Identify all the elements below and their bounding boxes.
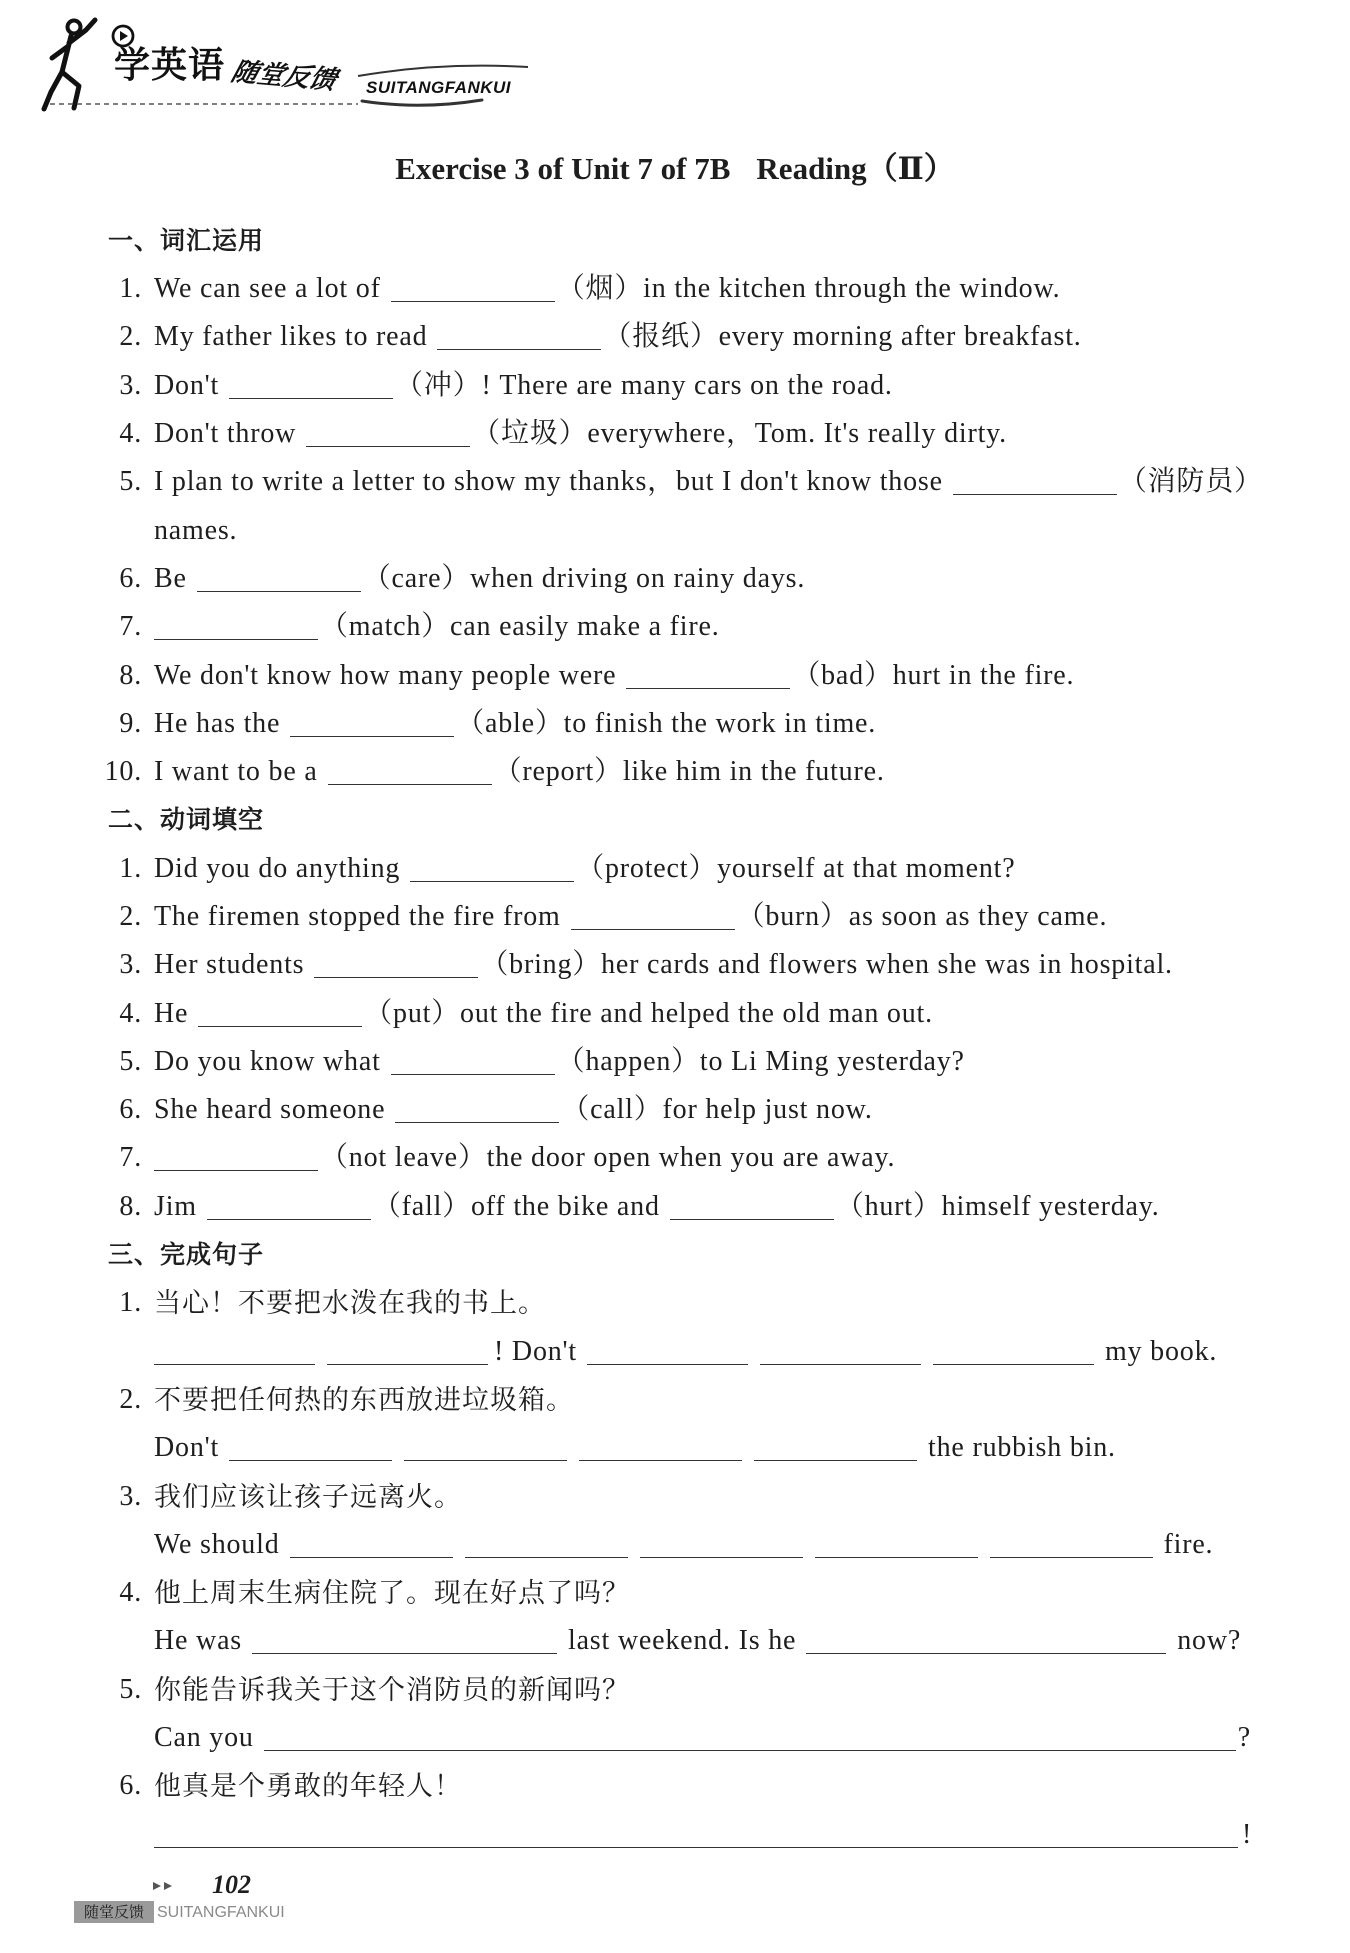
section-heading-text: 三、完成句子 <box>108 1240 265 1270</box>
question-number: 8. <box>119 1190 142 1222</box>
question-text <box>154 748 885 796</box>
answer-blank <box>587 1344 748 1365</box>
page-number: 102 <box>212 1870 251 1899</box>
section-heading-sentences <box>0 1231 1300 1279</box>
question-stem: He has the <box>154 707 281 739</box>
question-stem: Did you do anything <box>154 852 401 884</box>
question-number: 4. <box>119 418 142 450</box>
title-main: Exercise 3 of Unit 7 of 7B <box>395 151 731 186</box>
answer-row <box>0 1521 1300 1569</box>
question-number: 9. <box>119 707 142 739</box>
page-title <box>0 148 1350 190</box>
answer-blank <box>571 909 735 930</box>
question-text <box>154 1183 1160 1231</box>
answer-blank <box>154 1150 318 1171</box>
question-stem: Her students <box>154 949 305 981</box>
answer-blank <box>252 1633 557 1654</box>
question-number: 7. <box>119 611 142 643</box>
question-row <box>0 1279 1300 1327</box>
answer-blank <box>328 764 492 785</box>
question-row <box>0 265 1300 313</box>
answer-blank <box>290 1537 453 1558</box>
question-row <box>0 410 1300 458</box>
question-hint: （match）can easily make a fire. <box>320 611 720 643</box>
answer-blank <box>229 378 393 399</box>
question-prompt: 他真是个勇敢的年轻人！ <box>154 1771 462 1802</box>
question-number: 6. <box>119 562 142 594</box>
question-prompt: 你能告诉我关于这个消防员的新闻吗？ <box>154 1674 630 1705</box>
answer-line <box>154 1811 1252 1859</box>
logo-swoosh <box>0 0 560 120</box>
title-part: Reading（Ⅱ） <box>756 151 955 186</box>
answer-blank <box>264 1730 1236 1751</box>
section-heading-vocabulary <box>0 217 1300 265</box>
question-text <box>154 458 1263 506</box>
question-text <box>154 313 1082 361</box>
question-number: 6. <box>119 1094 142 1126</box>
question-text <box>154 1038 965 1086</box>
answer-text: Can you <box>154 1722 254 1754</box>
answer-blank <box>465 1537 628 1558</box>
section-heading-verbs <box>0 796 1300 844</box>
question-hint: （冲）! There are many cars on the road. <box>395 369 893 401</box>
question-number: 5. <box>119 1673 142 1705</box>
answer-blank <box>760 1344 921 1365</box>
section-heading-text: 二、动词填空 <box>108 805 265 835</box>
answer-blank <box>290 716 454 737</box>
question-text <box>154 265 1060 313</box>
question-number: 4. <box>119 997 142 1029</box>
answer-text: fire. <box>1163 1528 1214 1560</box>
question-hint: （报纸）every morning after breakfast. <box>603 321 1082 353</box>
question-stem: Do you know what <box>154 1045 381 1077</box>
question-row <box>0 1569 1300 1617</box>
question-hint: （protect）yourself at that moment? <box>576 852 1016 884</box>
answer-line <box>154 1521 1213 1569</box>
answer-blank <box>670 1199 834 1220</box>
answer-blank <box>990 1537 1153 1558</box>
question-text <box>154 1086 873 1134</box>
question-row <box>0 941 1300 989</box>
question-text-continued: names. <box>154 514 238 546</box>
answer-text: We should <box>154 1528 280 1560</box>
question-number: 3. <box>119 949 142 981</box>
question-stem: She heard someone <box>154 1094 386 1126</box>
question-stem: We can see a lot of <box>154 273 381 305</box>
question-number: 8. <box>119 659 142 691</box>
question-number: 3. <box>119 1480 142 1512</box>
answer-blank <box>579 1440 742 1461</box>
answer-blank <box>154 1827 1238 1848</box>
question-stem: Don't throw <box>154 418 297 450</box>
footer-brand-en: SUITANGFANKUI <box>157 1904 285 1921</box>
answer-text: last weekend. Is he <box>568 1625 797 1657</box>
question-continuation <box>0 507 1300 555</box>
worksheet <box>0 217 1350 1859</box>
question-stem: Don't <box>154 369 220 401</box>
question-hint: （burn）as soon as they came. <box>736 901 1108 932</box>
answer-text: He was <box>154 1625 242 1657</box>
question-number: 6. <box>119 1770 142 1802</box>
answer-blank <box>327 1344 488 1365</box>
question-row <box>0 458 1300 506</box>
answer-blank <box>806 1633 1166 1654</box>
question-row <box>0 845 1300 893</box>
question-hint: （put）out the fire and helped the old man out. <box>364 997 933 1029</box>
question-hint: （bring）her cards and flowers when she was in hospital. <box>480 949 1173 981</box>
question-prompt: 他上周末生病住院了。现在好点了吗？ <box>154 1578 630 1609</box>
question-number: 2. <box>119 321 142 353</box>
answer-row <box>0 1617 1300 1665</box>
question-hint: （able）to finish the work in time. <box>456 707 877 739</box>
answer-blank <box>410 861 574 882</box>
answer-blank <box>198 1006 362 1027</box>
question-row <box>0 1473 1300 1521</box>
question-hint: （bad）hurt in the fire. <box>792 659 1075 691</box>
question-text <box>154 1134 895 1182</box>
question-hint: （hurt）himself yesterday. <box>835 1190 1160 1222</box>
question-text <box>154 700 876 748</box>
question-number: 1. <box>119 852 142 884</box>
question-text <box>154 603 720 651</box>
question-stem: Be <box>154 562 187 594</box>
question-stem: We don't know how many people were <box>154 659 617 691</box>
question-stem: My father likes to read <box>154 321 428 353</box>
answer-blank <box>933 1344 1094 1365</box>
question-row <box>0 313 1300 361</box>
question-number: 5. <box>119 1045 142 1077</box>
answer-row <box>0 1714 1300 1762</box>
answer-text: my book. <box>1104 1335 1218 1367</box>
question-hint: （消防员） <box>1118 466 1263 498</box>
question-hint: （happen）to Li Ming yesterday? <box>556 1045 965 1077</box>
answer-blank <box>395 1102 559 1123</box>
question-stem: The firemen stopped the fire from <box>154 901 561 932</box>
question-hint: （fall）off the bike and <box>372 1190 660 1222</box>
question-hint: （report）like him in the future. <box>493 756 885 788</box>
question-stem: I want to be a <box>154 756 318 788</box>
answer-blank <box>154 1344 315 1365</box>
question-row <box>0 748 1300 796</box>
answer-text: ? <box>1237 1722 1251 1754</box>
answer-text: ! <box>1242 1818 1253 1850</box>
answer-text: the rubbish bin. <box>928 1432 1116 1464</box>
question-number: 5. <box>119 466 142 498</box>
question-text <box>154 990 933 1038</box>
question-row <box>0 362 1300 410</box>
answer-blank <box>314 957 478 978</box>
question-row <box>0 1666 1300 1714</box>
question-text <box>154 362 893 410</box>
answer-blank <box>626 668 790 689</box>
answer-blank <box>306 426 470 447</box>
question-row <box>0 1762 1300 1810</box>
question-hint: （垃圾）everywhere，Tom. It's really dirty. <box>472 418 1007 450</box>
question-number: 1. <box>119 1287 142 1319</box>
answer-line <box>154 1714 1251 1762</box>
logo-english: SUITANGFANKUI <box>366 78 512 97</box>
question-stem: Jim <box>154 1190 197 1222</box>
footer-brand-badge <box>74 1901 154 1923</box>
question-prompt: 不要把任何热的东西放进垃圾箱。 <box>154 1384 574 1415</box>
answer-line <box>154 1328 1217 1376</box>
answer-blank <box>154 619 318 640</box>
question-text <box>154 893 1107 941</box>
question-row <box>0 652 1300 700</box>
section-heading-text: 一、词汇运用 <box>108 225 265 255</box>
question-row <box>0 893 1300 941</box>
question-row <box>0 1038 1300 1086</box>
header-logo <box>0 0 560 120</box>
question-row <box>0 990 1300 1038</box>
answer-blank <box>229 1440 392 1461</box>
question-text <box>154 941 1173 989</box>
question-row <box>0 1086 1300 1134</box>
answer-blank <box>953 474 1117 495</box>
question-number: 2. <box>119 1383 142 1415</box>
answer-line <box>154 1424 1116 1472</box>
answer-blank <box>754 1440 917 1461</box>
footer-brand-cn: 随堂反馈 <box>83 1903 144 1921</box>
answer-blank <box>815 1537 978 1558</box>
question-prompt: 当心！不要把水泼在我的书上。 <box>154 1288 546 1319</box>
double-arrow-icon <box>152 1880 176 1892</box>
question-prompt: 我们应该让孩子远离火。 <box>154 1481 462 1512</box>
question-row <box>0 555 1300 603</box>
question-row <box>0 603 1300 651</box>
answer-blank <box>404 1440 567 1461</box>
answer-blank <box>207 1199 371 1220</box>
question-row <box>0 1183 1300 1231</box>
answer-text: Don't <box>154 1432 220 1464</box>
question-number: 4. <box>119 1577 142 1609</box>
question-hint: （call）for help just now. <box>561 1094 873 1126</box>
question-text <box>154 555 805 603</box>
question-number: 1. <box>119 273 142 305</box>
question-row <box>0 700 1300 748</box>
answer-line <box>154 1617 1241 1665</box>
question-number: 7. <box>119 1142 142 1174</box>
answer-text: now? <box>1177 1625 1242 1657</box>
logo-subtitle: 随堂反馈 <box>228 57 340 96</box>
question-hint: （烟）in the kitchen through the window. <box>556 273 1061 305</box>
question-text <box>154 652 1074 700</box>
question-number: 2. <box>119 901 142 932</box>
answer-blank <box>640 1537 803 1558</box>
answer-blank <box>197 571 361 592</box>
question-number: 3. <box>119 369 142 401</box>
answer-row <box>0 1328 1300 1376</box>
question-row <box>0 1376 1300 1424</box>
answer-row <box>0 1424 1300 1472</box>
question-hint: （not leave）the door open when you are away. <box>320 1142 896 1174</box>
question-stem: He <box>154 997 189 1029</box>
question-hint: （care）when driving on rainy days. <box>362 562 806 594</box>
question-row <box>0 1134 1300 1182</box>
answer-blank <box>437 329 601 350</box>
answer-blank <box>391 281 555 302</box>
logo-title: 学英语 <box>114 45 226 86</box>
answer-blank <box>391 1054 555 1075</box>
question-stem: I plan to write a letter to show my thanks，but I don't know those <box>154 466 943 498</box>
question-text <box>154 845 1015 893</box>
question-text <box>154 410 1007 458</box>
answer-text: ! Don't <box>494 1335 577 1367</box>
question-number: 10. <box>104 756 142 788</box>
answer-row <box>0 1811 1300 1859</box>
